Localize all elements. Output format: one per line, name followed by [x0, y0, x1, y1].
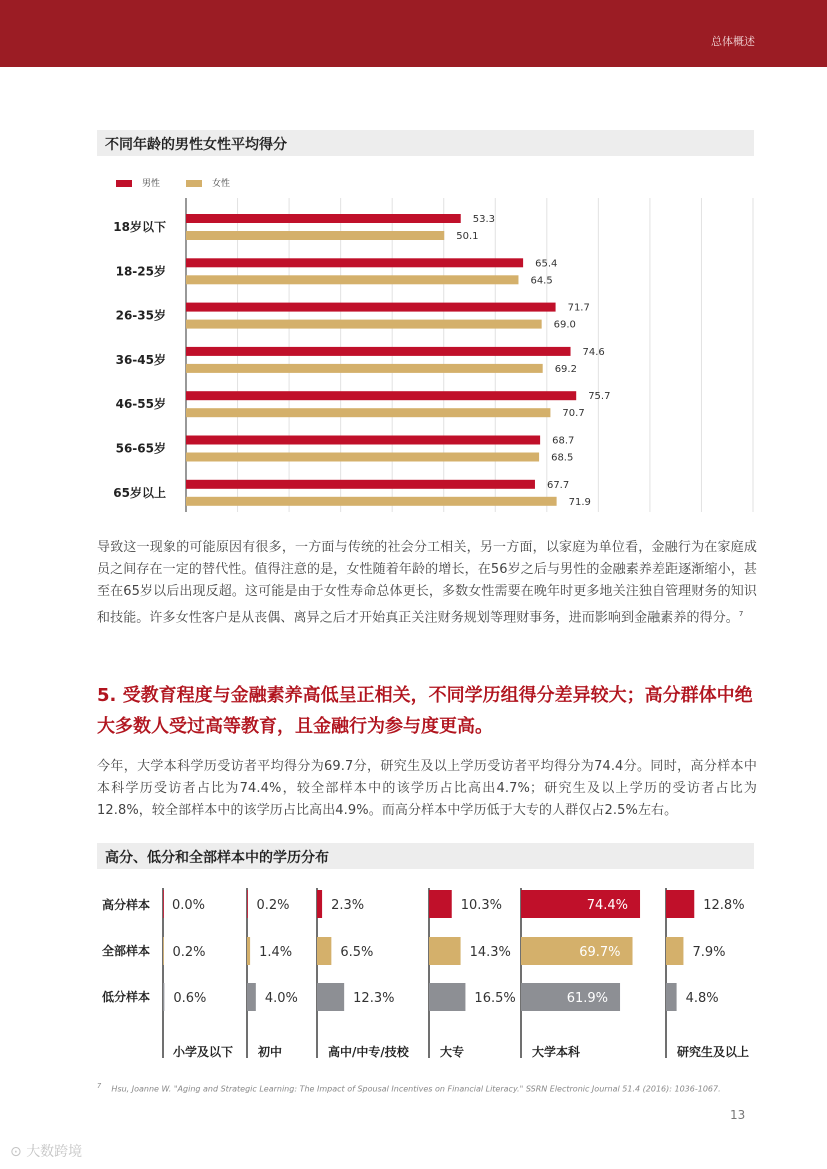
edu-value-label: 12.3%	[353, 991, 395, 1006]
edu-bar	[247, 890, 248, 918]
edu-value-label: 0.2%	[172, 945, 206, 960]
edu-bar	[247, 983, 256, 1011]
edu-bar	[163, 983, 164, 1011]
bar-value-label: 68.7	[552, 435, 575, 447]
age-category-label: 46-55岁	[115, 397, 166, 412]
bar-value-label: 53.3	[472, 214, 496, 225]
bar-value-label: 64.5	[530, 275, 553, 287]
edu-bar	[317, 890, 322, 918]
edu-value-label: 6.5%	[340, 945, 374, 960]
bar-value-label: 69.2	[554, 363, 577, 375]
edu-bar	[317, 983, 344, 1011]
col-label-bachelor: 大学本科	[532, 1045, 581, 1059]
row-label-all: 全部样本	[101, 944, 150, 958]
row-label-low: 低分样本	[101, 990, 150, 1004]
edu-value-label: 7.9%	[692, 945, 726, 960]
edu-value-label: 61.9%	[566, 991, 609, 1006]
page-number: 13	[730, 1108, 746, 1122]
footnote-text: Hsu, Joanne W. "Aging and Strategic Learning: The Impact of Spousal Incentives on Financial Literacy." SSRN Electronic Journal 51.4 (2016): 1036-1067.	[111, 1084, 721, 1094]
edu-value-label: 2.3%	[331, 898, 365, 913]
section-heading: 5. 受教育程度与金融素养高低呈正相关，不同学历组得分差异较大；高分群体中绝大多数人受过高等教育，且金融行为参与度更高。	[97, 685, 753, 737]
footnote-number: 7	[97, 1082, 102, 1090]
edu-bar	[429, 890, 452, 918]
col-label-primary: 小学及以下	[173, 1045, 234, 1059]
edu-bar	[247, 937, 250, 965]
bar-value-label: 71.9	[568, 496, 591, 508]
edu-value-label: 10.3%	[460, 898, 503, 913]
paragraph-2: 今年，大学本科学历受访者平均得分为69.7分，研究生及以上学历受访者平均得分为74.4分。同时，高分样本中本科学历受访者占比为74.4%，较全部样本中的该学历占比高出4.7%；研究生及以上学历的受访者占比为12.8%，较全部样本中的该学历占比高出4.9%。而高分样本中学历低于大专的人群仅占2.5%左右。	[97, 759, 757, 818]
age-category-label: 18岁以下	[113, 220, 166, 234]
age-category-label: 26-35岁	[115, 308, 166, 323]
edu-value-label: 0.0%	[172, 898, 206, 913]
col-label-graduate: 研究生及以上	[677, 1045, 750, 1059]
edu-bar	[666, 983, 677, 1011]
col-label-college: 大专	[440, 1045, 465, 1059]
age-category-label: 18-25岁	[115, 264, 166, 279]
bar-value-label: 74.6	[582, 346, 605, 358]
edu-value-label: 14.3%	[469, 945, 511, 960]
edu-value-label: 16.5%	[474, 991, 516, 1006]
bar-value-label: 65.4	[535, 258, 558, 270]
edu-value-label: 74.4%	[586, 898, 629, 913]
legend-male-label: 男性	[142, 179, 161, 189]
edu-bar	[317, 937, 331, 965]
legend-female-label: 女性	[212, 179, 231, 189]
chart2-title: 高分、低分和全部样本中的学历分布	[105, 850, 329, 866]
chart1-title: 不同年龄的男性女性平均得分	[105, 137, 287, 153]
age-category-label: 36-45岁	[115, 352, 166, 367]
edu-bar	[666, 937, 683, 965]
edu-bar	[666, 890, 694, 918]
row-label-high: 高分样本	[101, 898, 150, 912]
edu-value-label: 4.8%	[685, 991, 719, 1006]
edu-bar	[163, 890, 164, 918]
edu-value-label: 69.7%	[579, 945, 621, 960]
bar-value-label: 69.0	[553, 319, 576, 331]
bar-value-label: 75.7	[588, 391, 611, 403]
footnote	[97, 1080, 737, 1096]
age-category-label: 56-65岁	[115, 441, 166, 456]
col-label-senior: 高中/中专/技校	[328, 1045, 409, 1059]
paragraph-1-text: 导致这一现象的可能原因有很多，一方面与传统的社会分工相关，另一方面，以家庭为单位看，金融行为在家庭成员之间存在一定的替代性。值得注意的是，女性随着年龄的增长，在56岁之后与男性的金融素养差距逐渐缩小，甚至在65岁以后出现反超。这可能是由于女性寿命总体更长，多数女性需要在晚年时更多地关注独自管理财务的知识和技能。许多女性客户是从丧偶、离异之后才开始真正关注财务规划等理财事务，进而影响到金融素养的得分。	[97, 540, 757, 626]
bar-value-label: 50.1	[456, 231, 479, 242]
section-title: 总体概述	[711, 35, 755, 48]
edu-bar	[429, 937, 461, 965]
watermark-text: 大数跨境	[26, 1144, 83, 1160]
edu-value-label: 0.2%	[256, 898, 290, 913]
edu-value-label: 12.8%	[703, 898, 745, 913]
bar-value-label: 70.7	[562, 408, 585, 420]
age-category-label: 65岁以上	[113, 485, 166, 500]
footnote-ref: 7	[738, 610, 744, 618]
watermark: ⊙ 大数跨境	[10, 1144, 83, 1160]
edu-bar	[429, 983, 465, 1011]
bar-value-label: 71.7	[567, 302, 590, 314]
edu-bar	[163, 937, 164, 965]
col-label-junior: 初中	[258, 1045, 283, 1059]
bar-value-label: 67.7	[546, 479, 570, 491]
edu-value-label: 0.6%	[173, 991, 207, 1006]
edu-value-label: 4.0%	[264, 991, 298, 1006]
edu-value-label: 1.4%	[259, 945, 293, 960]
bar-value-label: 68.5	[551, 452, 574, 464]
